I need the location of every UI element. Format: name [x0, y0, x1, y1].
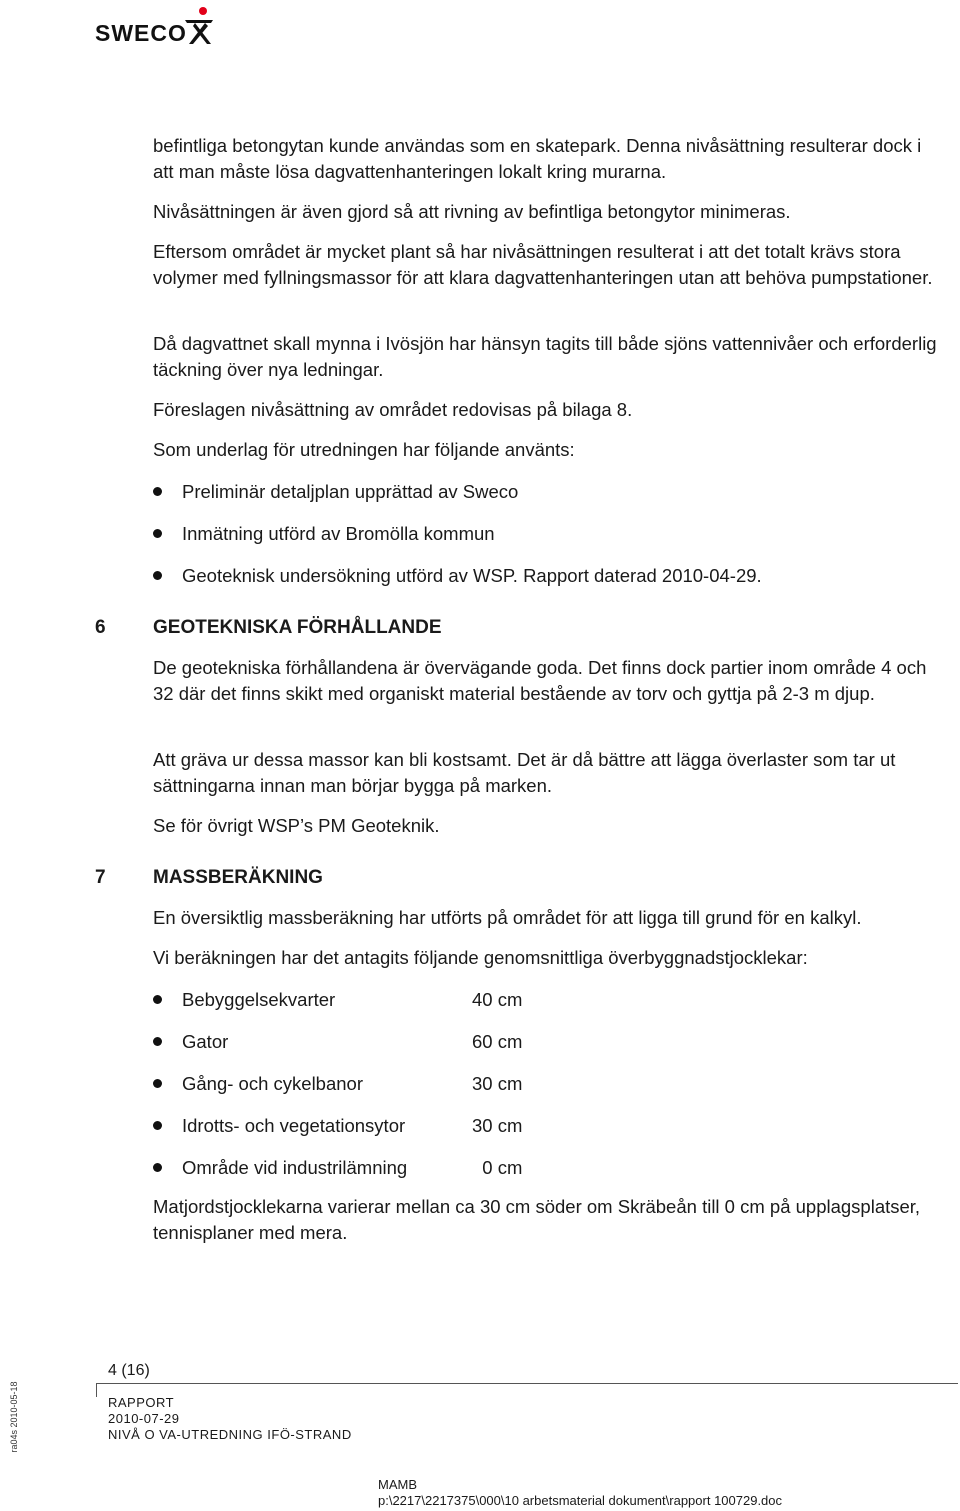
- footer-project: NIVÅ O VA-UTREDNING IFÖ-STRAND: [108, 1427, 352, 1442]
- paragraph-geoteknik: De geotekniska förhållandena är övervägande goda. Det finns dock partier inom område 4 och 32 där det finns skikt med organiskt material bestående av torv och gyttja på 2-3 m djup.: [153, 657, 927, 704]
- footer-divider: [96, 1383, 958, 1384]
- bullet-icon: [153, 1121, 162, 1130]
- logo-text: SWECO: [95, 20, 187, 46]
- bullet-icon: [153, 529, 162, 538]
- paragraph-rivning: Nivåsättningen är även gjord så att rivning av befintliga betongytor minimeras.: [153, 201, 791, 222]
- sweco-logo: [95, 6, 225, 46]
- paragraph-skatepark: befintliga betongytan kunde användas som en skatepark. Denna nivåsättning resulterar dock i att man måste lösa dagvattenhanteringen lokalt kring murarna.: [153, 135, 922, 182]
- paragraph-dagvatten: Då dagvattnet skall mynna i Ivösjön har hänsyn tagits till både sjöns vattennivåer och erforderlig täckning över nya ledningar.: [153, 333, 937, 380]
- bullet-icon: [153, 995, 162, 1004]
- paragraph-pm-geoteknik: Se för övrigt WSP’s PM Geoteknik.: [153, 815, 440, 836]
- paragraph-matjord: Matjordstjocklekarna varierar mellan ca 30 cm söder om Skräbeån till 0 cm på upplagsplatser, tennisplaner med mera.: [153, 1196, 921, 1243]
- paragraph-overlaster: Att gräva ur dessa massor kan bli kostsamt. Det är då bättre att lägga överlaster som tar ut sättningarna innan man börjar bygga på marken.: [153, 749, 896, 796]
- section-title: MASSBERÄKNING: [153, 867, 323, 888]
- footer-author: MAMB: [378, 1477, 417, 1492]
- section-heading-6: [95, 615, 442, 641]
- bullet-icon: [153, 1079, 162, 1088]
- section-number: 7: [95, 867, 106, 888]
- side-template-code: ra04s 2010-05-18: [9, 1381, 19, 1453]
- bullet-icon: [153, 571, 162, 580]
- bullet-icon: [153, 1037, 162, 1046]
- footer-doc-type: RAPPORT: [108, 1395, 175, 1410]
- bullet-icon: [153, 1163, 162, 1172]
- footer-date: 2010-07-29: [108, 1411, 180, 1426]
- footer-file-path: p:\2217\2217375\000\10 arbetsmaterial dokument\rapport 100729.doc: [378, 1493, 783, 1508]
- paragraph-underlag: Som underlag för utredningen har följande använts:: [153, 439, 575, 460]
- sweco-figure-icon: [181, 6, 217, 46]
- paragraph-bilaga: Föreslagen nivåsättning av området redovisas på bilaga 8.: [153, 399, 633, 420]
- footer-divider-tick: [96, 1383, 97, 1397]
- bullet-icon: [153, 487, 162, 496]
- page-number: 4 (16): [108, 1362, 150, 1379]
- section-title: GEOTEKNISKA FÖRHÅLLANDE: [153, 617, 442, 638]
- paragraph-fyllningsmassor: Eftersom området är mycket plant så har nivåsättningen resulterat i att det totalt krävs stora volymer med fyllningsmassor för att klara dagvattenhanteringen utan att behöva pumpstationer.: [153, 241, 933, 288]
- paragraph-overbyggnad: Vi beräkningen har det antagits följande genomsnittliga överbyggnadstjocklekar:: [153, 947, 808, 968]
- section-heading-7: [95, 865, 323, 891]
- paragraph-massberakning: En översiktlig massberäkning har utförts på området för att ligga till grund för en kalkyl.: [153, 907, 862, 928]
- section-number: 6: [95, 617, 106, 638]
